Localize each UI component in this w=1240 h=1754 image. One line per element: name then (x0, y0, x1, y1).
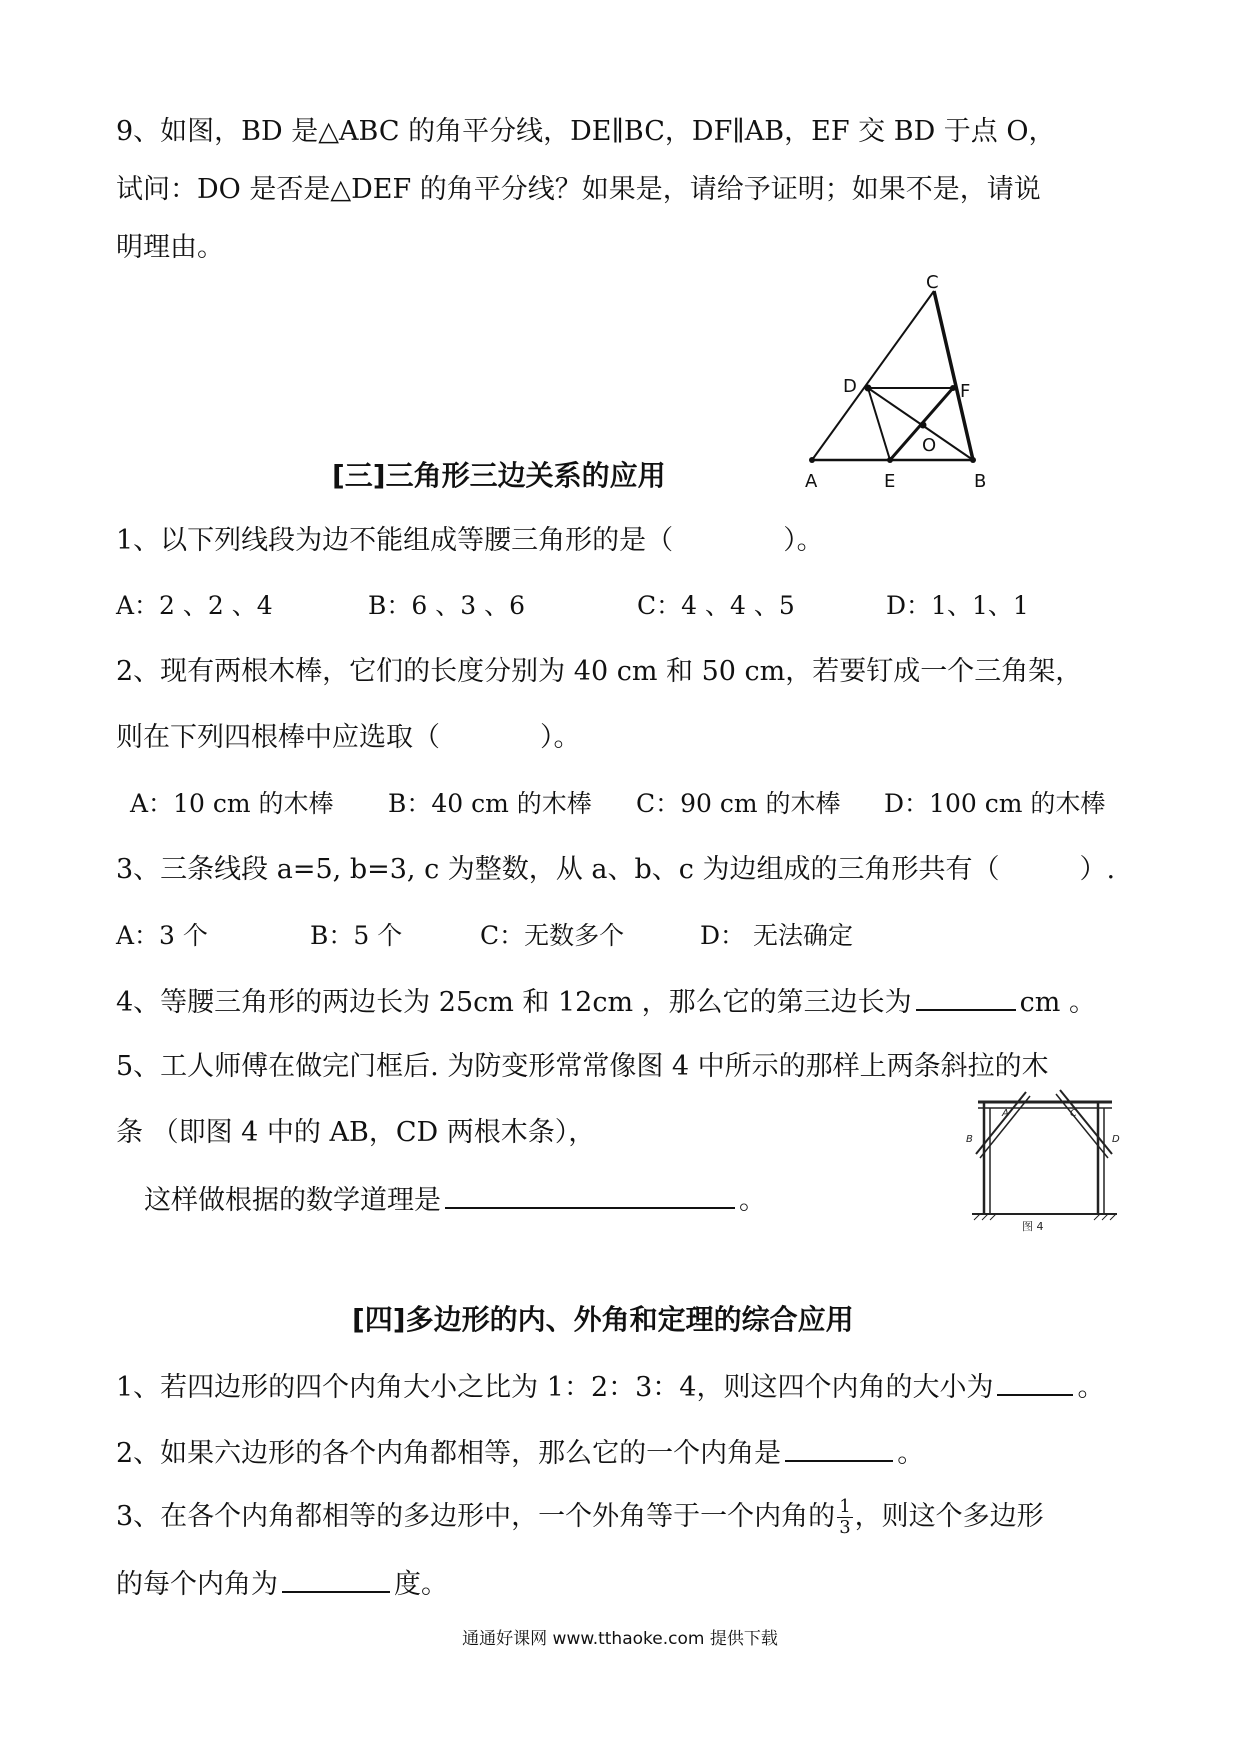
s3-q1-option-d: D：1、1、1 (886, 591, 1029, 620)
fraction-one-third: $\frac{1}{3}$ (839, 1496, 851, 1538)
s3-q5-line3: 这样做根据的数学道理是 。 (144, 1179, 766, 1221)
s4-q3-line1: 3、在各个内角都相等的多边形中，一个外角等于一个内角的 $\frac{1}{3}$ ，则这个多边形 (116, 1496, 1044, 1538)
s3-q3-option-c: C：无数多个 (480, 921, 625, 950)
s3-q4-blank[interactable] (916, 981, 1016, 1011)
s4-q2: 2、如果六边形的各个内角都相等，那么它的一个内角是 。 (116, 1432, 924, 1474)
triangle-figure (790, 270, 1020, 500)
s3-q2-option-a: A：10 cm 的木棒 (130, 789, 334, 818)
label-B: B (974, 471, 987, 492)
s3-q3: 3、三条线段 a=5, b=3, c 为整数，从 a、b、c 为边组成的三角形共有（ ）. (116, 854, 1116, 885)
s3-q1-option-c: C：4 、4 、5 (637, 591, 795, 620)
s4-q1: 1、若四边形的四个内角大小之比为 1：2：3：4，则这四个内角的大小为 。 (116, 1366, 1104, 1408)
door-frame-figure (962, 1082, 1124, 1232)
label-F: F (960, 381, 971, 402)
label-D: D (843, 376, 857, 397)
s3-q5-line1: 5、工人师傅在做完门框后. 为防变形常常像图 4 中所示的那样上两条斜拉的木 (116, 1051, 1049, 1082)
s3-q3-option-d: D： 无法确定 (700, 921, 853, 950)
footer: 通通好课网 www.tthaoke.com 提供下载 (462, 1629, 778, 1649)
q9-line2: 试问：DO 是否是△DEF 的角平分线？如果是，请给予证明；如果不是，请说 (116, 174, 1041, 205)
s3-q1-option-b: B：6 、3 、6 (368, 591, 525, 620)
door-figure-caption: 图 4 (1022, 1220, 1044, 1232)
s3-q2-option-b: B：40 cm 的木棒 (388, 789, 592, 818)
s4-q2-blank[interactable] (785, 1432, 893, 1462)
label-C: C (926, 272, 939, 293)
s3-q1: 1、以下列线段为边不能组成等腰三角形的是（ ）。 (116, 525, 824, 556)
section3-title: [三]三角形三边关系的应用 (332, 459, 666, 492)
svg-text:B: B (966, 1134, 973, 1145)
s3-q3-option-a: A：3 个 (116, 921, 208, 950)
s3-q2-line2: 则在下列四根棒中应选取（ ）。 (116, 722, 581, 753)
s3-q3-option-b: B：5 个 (310, 921, 403, 950)
label-A: A (805, 471, 818, 492)
s4-q3-blank[interactable] (282, 1563, 390, 1593)
svg-text:A: A (1002, 1108, 1009, 1119)
section4-title: [四]多边形的内、外角和定理的综合应用 (352, 1303, 854, 1336)
s3-q5-blank[interactable] (445, 1179, 735, 1209)
s4-q3-line2: 的每个内角为 度。 (116, 1563, 448, 1605)
label-O: O (922, 435, 937, 456)
s3-q2-option-d: D：100 cm 的木棒 (884, 789, 1106, 818)
label-E: E (884, 471, 896, 492)
s4-q1-blank[interactable] (997, 1366, 1073, 1396)
s3-q5-line2: 条 （即图 4 中的 AB，CD 两根木条）， (116, 1117, 596, 1148)
q9-line3: 明理由。 (116, 232, 224, 263)
s3-q4: 4、等腰三角形的两边长为 25cm 和 12cm ，那么它的第三边长为 cm 。 (116, 981, 1096, 1023)
q9-line1: 9、如图，BD 是△ABC 的角平分线，DE∥BC，DF∥AB，EF 交 BD 于点 O， (116, 116, 1056, 147)
s3-q2-option-c: C：90 cm 的木棒 (636, 789, 841, 818)
svg-text:D: D (1112, 1134, 1120, 1145)
svg-text:C: C (1070, 1108, 1077, 1119)
s3-q1-option-a: A：2 、2 、4 (116, 591, 273, 620)
s3-q2-line1: 2、现有两根木棒，它们的长度分别为 40 cm 和 50 cm，若要钉成一个三角架， (116, 656, 1083, 687)
